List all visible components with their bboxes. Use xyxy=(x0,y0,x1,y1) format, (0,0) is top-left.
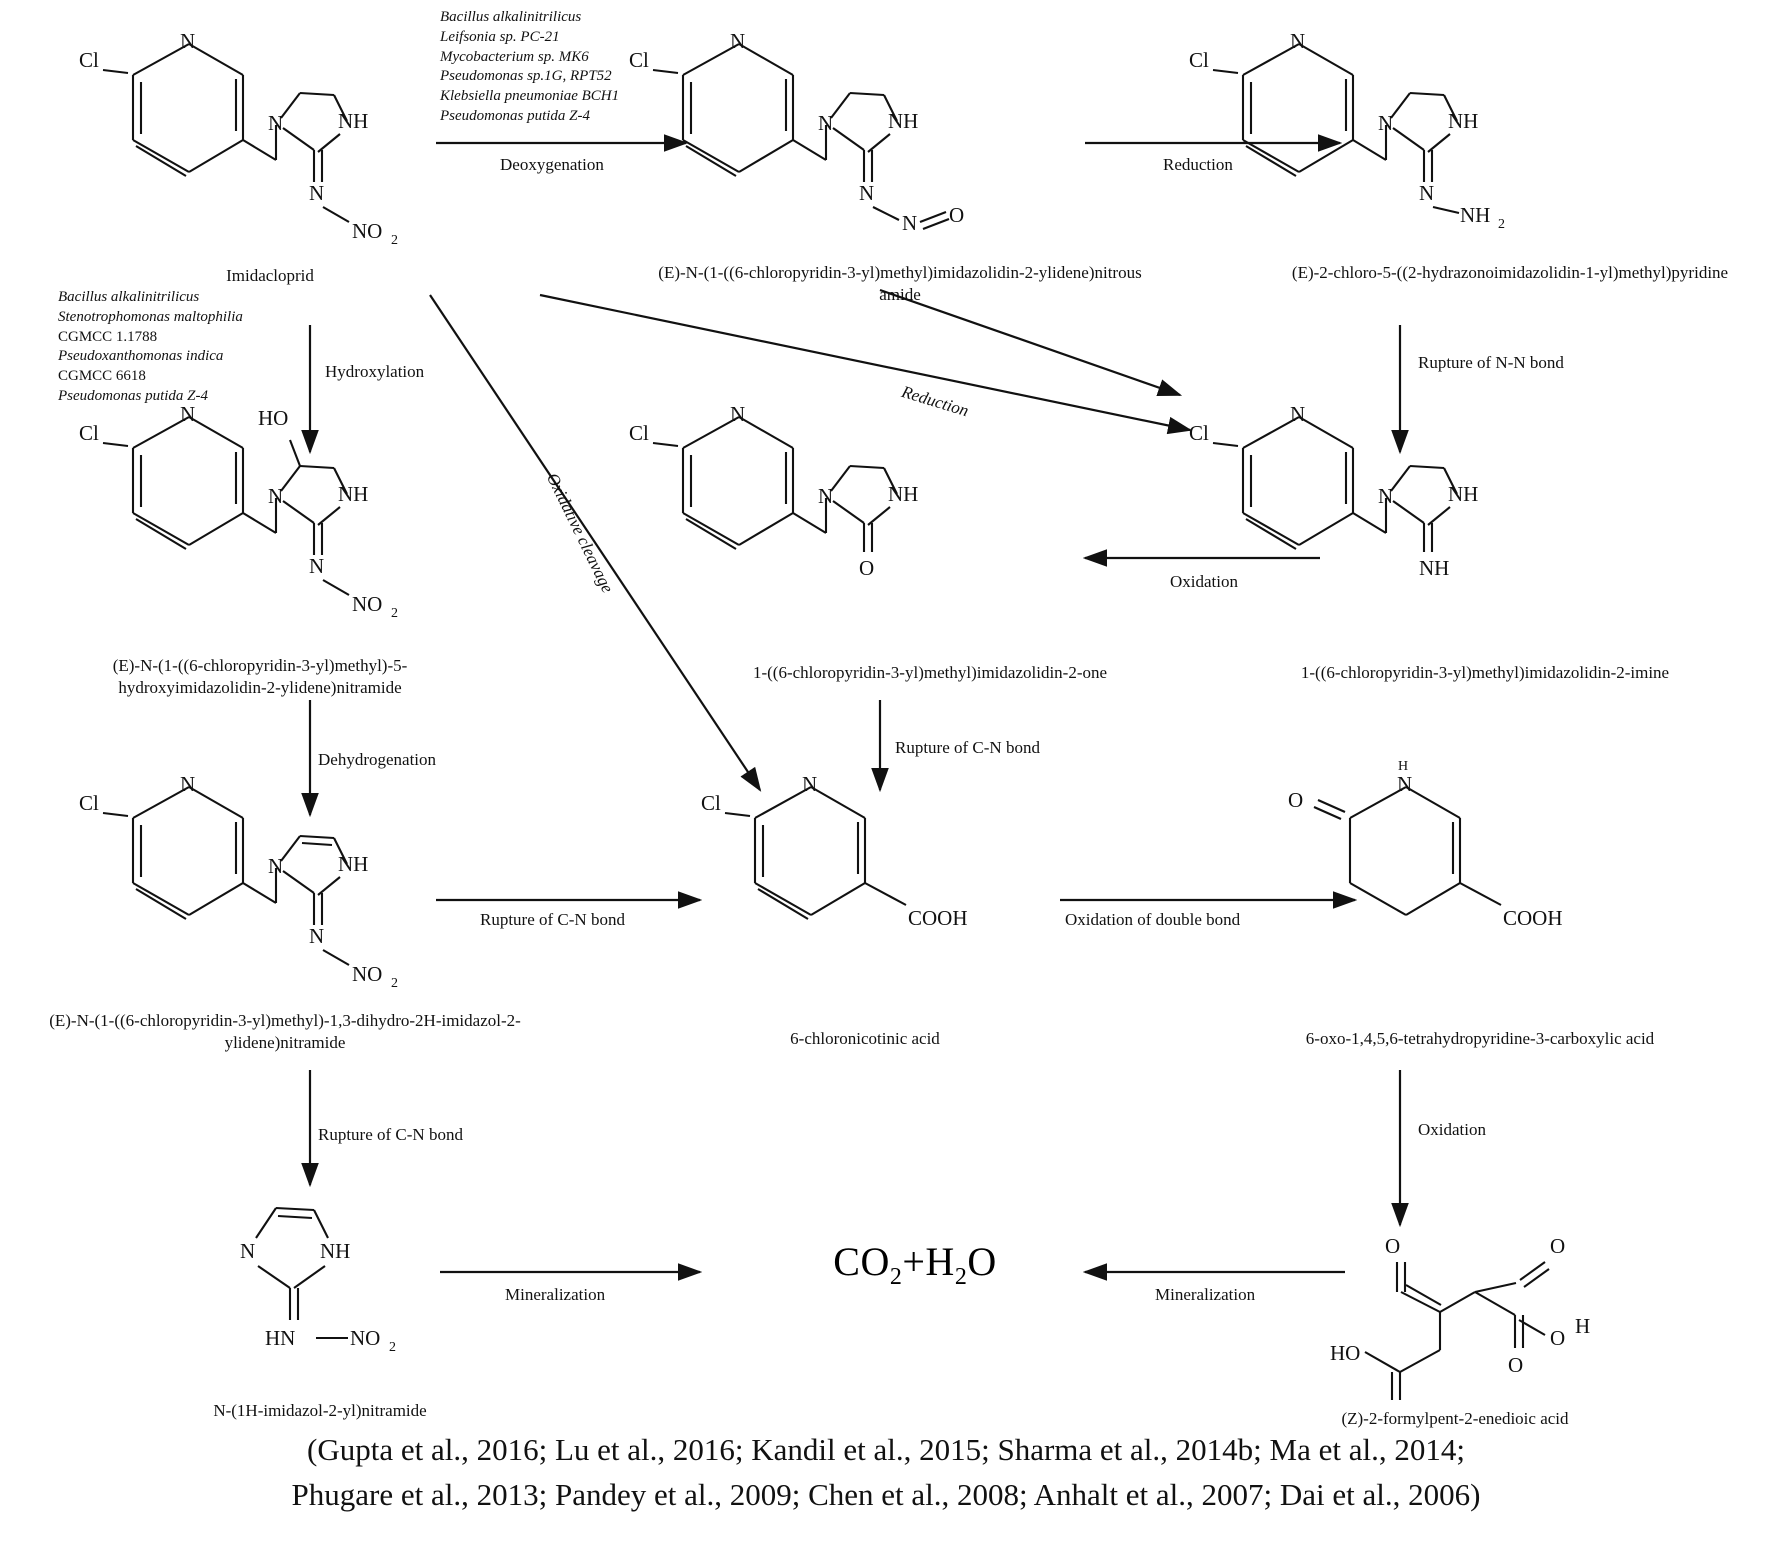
svg-text:N: N xyxy=(268,854,284,878)
svg-text:N: N xyxy=(730,29,746,53)
caption-imidacloprid: Imidacloprid xyxy=(226,266,314,285)
svg-text:N: N xyxy=(1290,402,1306,426)
svg-text:Cl: Cl xyxy=(79,421,99,445)
svg-text:O: O xyxy=(1550,1326,1566,1350)
svg-text:2: 2 xyxy=(391,233,398,248)
label-dehydrogenation: Dehydrogenation xyxy=(318,750,437,769)
svg-text:O: O xyxy=(1385,1234,1401,1258)
svg-text:N: N xyxy=(268,111,284,135)
organism-list-top xyxy=(440,8,770,127)
svg-text:Cl: Cl xyxy=(629,421,649,445)
organism-top-4: Klebsiella pneumoniae BCH1 xyxy=(440,88,620,105)
structure-chloronicotinic-acid xyxy=(701,772,968,930)
svg-text:Cl: Cl xyxy=(1189,421,1209,445)
svg-text:2: 2 xyxy=(391,606,398,621)
svg-text:N: N xyxy=(1397,772,1413,796)
svg-text:H: H xyxy=(1398,759,1409,774)
svg-text:O: O xyxy=(949,203,965,227)
svg-text:COOH: COOH xyxy=(1503,906,1563,930)
caption-dihydro-nitramide: (E)-N-(1-((6-chloropyridin-3-yl)methyl)-1,3-dihydro-2H-imidazol-2-ylidene)nitramide xyxy=(49,1011,521,1053)
svg-text:COOH: COOH xyxy=(908,906,968,930)
structure-imidacloprid xyxy=(79,29,398,248)
svg-text:HO: HO xyxy=(1330,1341,1361,1365)
svg-text:Cl: Cl xyxy=(1189,48,1209,72)
caption-oxo-tetrahydro: 6-oxo-1,4,5,6-tetrahydropyridine-3-carboxylic acid xyxy=(1305,1029,1655,1048)
svg-text:N: N xyxy=(268,484,284,508)
svg-text:N: N xyxy=(309,924,325,948)
label-mineralization-left: Mineralization xyxy=(505,1285,606,1304)
svg-text:N: N xyxy=(802,772,818,796)
svg-text:Cl: Cl xyxy=(79,791,99,815)
caption-nitrous-amide: (E)-N-(1-((6-chloropyridin-3-yl)methyl)imidazolidin-2-ylidene)nitrous amide xyxy=(658,263,1142,305)
svg-text:NH: NH xyxy=(888,109,919,133)
svg-text:NH: NH xyxy=(1419,556,1450,580)
svg-text:N: N xyxy=(859,181,875,205)
label-oxidation-right: Oxidation xyxy=(1418,1120,1486,1139)
svg-text:NO: NO xyxy=(352,592,383,616)
organism-top-2: Mycobacterium sp. MK6 xyxy=(440,48,589,65)
label-reduction-top: Reduction xyxy=(1163,155,1233,174)
svg-text:NH: NH xyxy=(1448,482,1479,506)
co2-label: $CO_2+H_2O$ xyxy=(833,1239,997,1290)
label-rupture-cn-left: Rupture of C-N bond xyxy=(480,910,625,929)
organism-top-1: Leifsonia sp. PC-21 xyxy=(440,28,560,45)
svg-text:2: 2 xyxy=(1498,217,1505,232)
svg-text:NH: NH xyxy=(888,482,919,506)
svg-text:NO: NO xyxy=(352,219,383,243)
label-deoxygenation: Deoxygenation xyxy=(500,155,604,174)
organism-left-1: Stenotrophomonas maltophilia xyxy=(58,308,243,325)
svg-text:NO: NO xyxy=(352,962,383,986)
label-rupture-cn-mid: Rupture of C-N bond xyxy=(895,738,1040,757)
svg-text:NH: NH xyxy=(320,1239,351,1263)
caption-hydroxy-nitramide: (E)-N-(1-((6-chloropyridin-3-yl)methyl)-5-hydroxyimidazolidin-2-ylidene)nitramide xyxy=(112,656,408,698)
svg-text:N: N xyxy=(180,402,196,426)
svg-text:N: N xyxy=(240,1239,256,1263)
organism-left-3: Pseudoxanthomonas indica xyxy=(58,348,224,365)
svg-text:N: N xyxy=(180,29,196,53)
citation-line-2: Phugare et al., 2013; Pandey et al., 2009; Chen et al., 2008; Anhalt et al., 2007; Dai et al., 2006) xyxy=(291,1476,1481,1512)
organism-top-5: Pseudomonas putida Z-4 xyxy=(440,107,590,124)
svg-text:N: N xyxy=(1419,181,1435,205)
label-rupture-cn-bottom: Rupture of C-N bond xyxy=(318,1125,463,1144)
svg-text:Cl: Cl xyxy=(79,48,99,72)
svg-text:Cl: Cl xyxy=(629,48,649,72)
organism-list-left xyxy=(58,288,358,407)
label-reduction-diagonal: Reduction xyxy=(899,382,971,421)
label-hydroxylation: Hydroxylation xyxy=(325,362,425,381)
label-oxidation-mid: Oxidation xyxy=(1170,572,1238,591)
organism-left-2: CGMCC 1.1788 xyxy=(58,328,158,345)
svg-text:NH: NH xyxy=(1448,109,1479,133)
citation-block xyxy=(0,1428,1772,1518)
structure-imidazolidin-imine xyxy=(1189,402,1478,580)
svg-text:HN: HN xyxy=(265,1326,296,1350)
svg-text:N: N xyxy=(818,484,834,508)
svg-text:NH: NH xyxy=(338,852,369,876)
structure-formylpentenedioic xyxy=(1330,1234,1590,1400)
svg-text:N: N xyxy=(309,554,325,578)
mineralization-product xyxy=(790,1238,1040,1291)
structure-oxo-tetrahydropyridine xyxy=(1288,759,1563,930)
svg-text:O: O xyxy=(1508,1353,1524,1377)
svg-text:N: N xyxy=(1290,29,1306,53)
organism-left-4: CGMCC 6618 xyxy=(58,368,146,385)
caption-chloronicotinic: 6-chloronicotinic acid xyxy=(790,1029,940,1048)
label-oxidative-cleavage: Oxidative cleavage xyxy=(542,470,618,596)
svg-text:NH: NH xyxy=(338,482,369,506)
organism-top-3: Pseudomonas sp.1G, RPT52 xyxy=(440,68,612,85)
svg-text:2: 2 xyxy=(391,976,398,991)
svg-text:NH: NH xyxy=(1460,203,1491,227)
organism-left-5: Pseudomonas putida Z-4 xyxy=(58,387,208,404)
svg-text:NO: NO xyxy=(350,1326,381,1350)
svg-text:N: N xyxy=(818,111,834,135)
caption-formylpent: (Z)-2-formylpent-2-enedioic acid xyxy=(1341,1409,1569,1428)
caption-imidazol-nitramide: N-(1H-imidazol-2-yl)nitramide xyxy=(213,1401,427,1420)
svg-text:N: N xyxy=(1378,484,1394,508)
svg-text:2: 2 xyxy=(389,1340,396,1355)
structure-imidazol-nitramide xyxy=(240,1208,396,1355)
svg-text:O: O xyxy=(859,556,875,580)
organism-top-0: Bacillus alkalinitrilicus xyxy=(440,9,582,25)
svg-text:NH: NH xyxy=(338,109,369,133)
svg-text:O: O xyxy=(1550,1234,1566,1258)
structure-hydroxy-nitramide xyxy=(79,402,398,621)
caption-hydrazono: (E)-2-chloro-5-((2-hydrazonoimidazolidin-1-yl)methyl)pyridine xyxy=(1291,263,1729,282)
structure-imidazolidin-one xyxy=(629,402,918,580)
svg-text:N: N xyxy=(1378,111,1394,135)
organism-left-0: Bacillus alkalinitrilicus xyxy=(58,289,200,305)
structure-hydrazono xyxy=(1189,29,1505,232)
svg-text:N: N xyxy=(309,181,325,205)
structure-dihydro-nitramide xyxy=(79,772,398,991)
arrow-reduction-diagonal xyxy=(540,295,1190,430)
svg-text:HO: HO xyxy=(258,406,289,430)
label-rupture-nn: Rupture of N-N bond xyxy=(1418,353,1564,372)
label-mineralization-right: Mineralization xyxy=(1155,1285,1256,1304)
svg-text:N: N xyxy=(730,402,746,426)
svg-text:O: O xyxy=(1288,788,1304,812)
svg-text:H: H xyxy=(1575,1314,1591,1338)
caption-imidazolidin-imine: 1-((6-chloropyridin-3-yl)methyl)imidazolidin-2-imine xyxy=(1300,663,1670,682)
svg-text:Cl: Cl xyxy=(701,791,721,815)
svg-text:N: N xyxy=(902,211,918,235)
label-oxidation-double: Oxidation of double bond xyxy=(1065,910,1241,929)
svg-text:N: N xyxy=(180,772,196,796)
citation-line-1: (Gupta et al., 2016; Lu et al., 2016; Kandil et al., 2015; Sharma et al., 2014b; Ma et al., 2014; xyxy=(307,1432,1465,1467)
caption-imidazolidin-one: 1-((6-chloropyridin-3-yl)methyl)imidazolidin-2-one xyxy=(752,663,1108,682)
